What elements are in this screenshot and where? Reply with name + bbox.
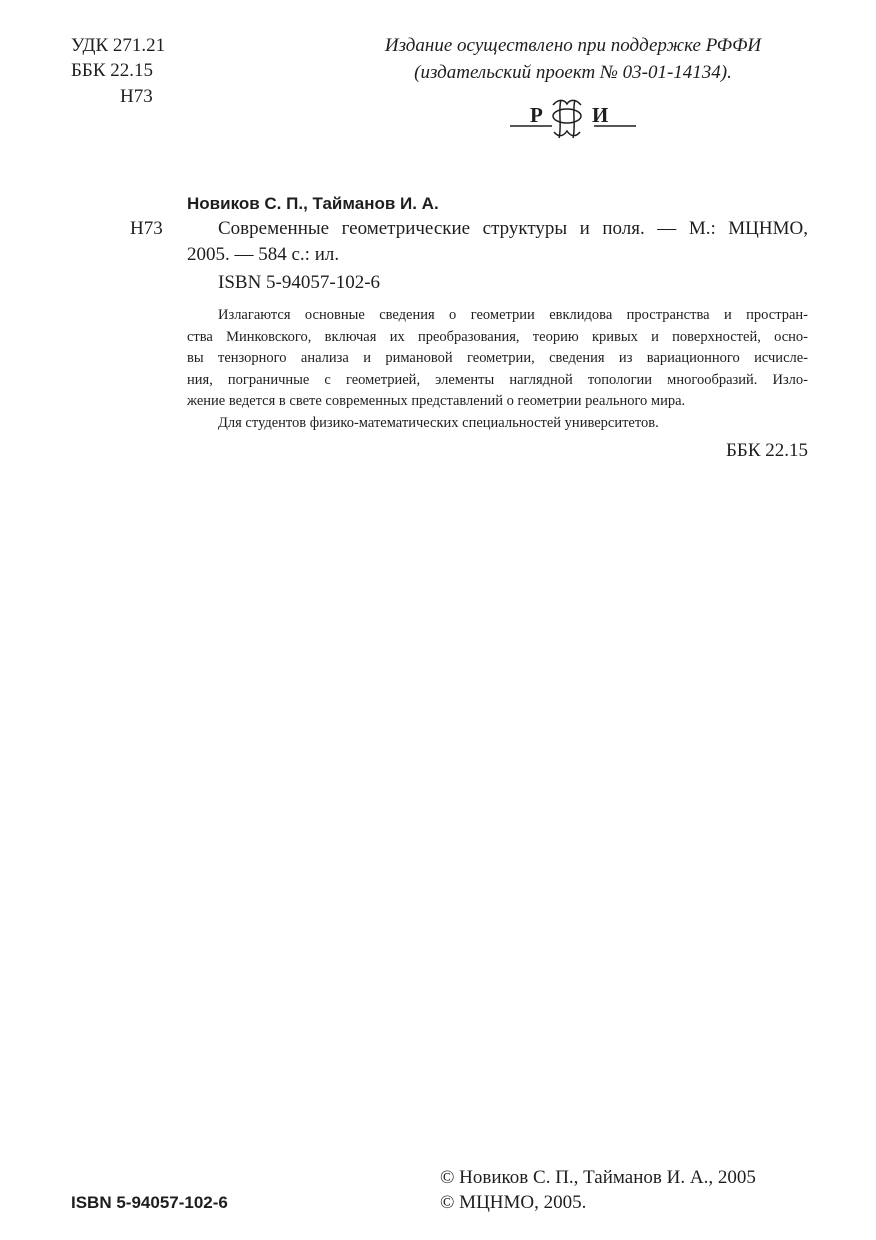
annotation-line-1: Излагаются основные сведения о геометрии евклидова пространства и простран-	[218, 307, 808, 323]
title-line-1: Современные геометрические структуры и поля. — М.: МЦНМО,	[218, 218, 808, 239]
logo-letter-r: Р	[530, 103, 543, 127]
copyright-publisher: © МЦНМО, 2005.	[440, 1192, 587, 1213]
rffi-logo	[508, 97, 638, 139]
udk-code: УДК 271.21	[71, 35, 166, 56]
logo-ff-stem-right	[573, 100, 575, 138]
author-mark-top: Н73	[120, 86, 153, 107]
isbn-record: ISBN 5-94057-102-6	[218, 272, 381, 293]
support-note-line2: (издательский проект № 03-01-14134).	[414, 62, 732, 83]
bbk-code-top: ББК 22.15	[71, 60, 153, 81]
logo-ff-monogram	[553, 100, 581, 138]
bbk-code-bottom: ББК 22.15	[726, 440, 808, 461]
logo-ff-base	[554, 131, 580, 136]
annotation-audience: Для студентов физико-математических специальностей университетов.	[218, 414, 659, 431]
title-line-2: 2005. — 584 с.: ил.	[187, 244, 340, 265]
annotation-line-4: ния, пограничные с геометрией, элементы наглядной топологии многообразий. Изло-	[187, 371, 808, 388]
support-note-line1: Издание осуществлено при поддержке РФФИ	[384, 35, 762, 56]
logo-ff-stem-left	[559, 100, 561, 138]
logo-ff-crown	[553, 100, 581, 105]
annotation-line-3: вы тензорного анализа и римановой геометрии, сведения из вариационного исчисле-	[187, 350, 808, 366]
logo-ff-bowl	[553, 109, 581, 123]
authors: Новиков С. П., Тайманов И. А.	[187, 194, 439, 213]
isbn-footer: ISBN 5-94057-102-6	[71, 1193, 228, 1212]
annotation-line-5: жение ведется в свете современных представлений о геометрии реального мира.	[187, 393, 686, 409]
copyright-authors: © Новиков С. П., Тайманов И. А., 2005	[440, 1167, 756, 1188]
author-mark: Н73	[130, 218, 163, 239]
logo-letter-i: И	[592, 103, 609, 127]
annotation-line-2: ства Минковского, включая их преобразования, теорию кривых и поверхностей, осно-	[187, 328, 808, 345]
